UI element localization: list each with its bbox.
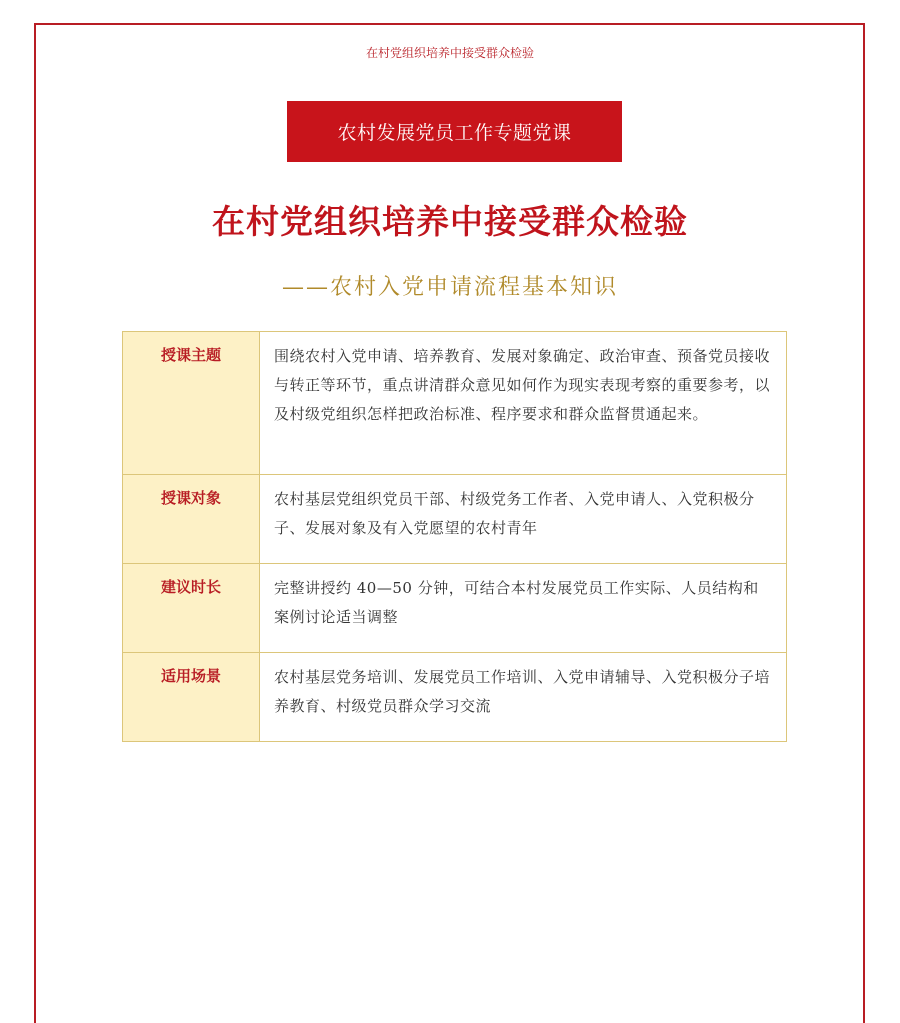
row-label-topic: 授课主题 [123, 332, 260, 475]
row-label-scenarios: 适用场景 [123, 653, 260, 742]
table-row [123, 564, 787, 653]
course-info-table [122, 331, 787, 742]
table-row [123, 653, 787, 742]
row-label-audience: 授课对象 [123, 475, 260, 564]
topic-banner [287, 101, 622, 162]
page-subtitle: ——农村入党申请流程基本知识 [281, 275, 618, 300]
row-content-audience: 农村基层党组织党员干部、村级党务工作者、入党申请人、入党积极分子、发展对象及有入党愿望的农村青年 [260, 475, 787, 564]
table-row [123, 475, 787, 564]
row-label-duration: 建议时长 [123, 564, 260, 653]
running-header: 在村党组织培养中接受群众检验 [365, 46, 534, 60]
row-content-topic: 围绕农村入党申请、培养教育、发展对象确定、政治审查、预备党员接收与转正等环节，重点讲清群众意见如何作为现实表现考察的重要参考，以及村级党组织怎样把政治标准、程序要求和群众监督贯通起来。 [260, 332, 787, 475]
row-content-duration: 完整讲授约 40—50 分钟，可结合本村发展党员工作实际、人员结构和案例讨论适当调整 [260, 564, 787, 653]
row-content-scenarios: 农村基层党务培训、发展党员工作培训、入党申请辅导、入党积极分子培养教育、村级党员群众学习交流 [260, 653, 787, 742]
table-row [123, 332, 787, 475]
page-title: 在村党组织培养中接受群众检验 [212, 202, 688, 241]
banner-label: 农村发展党员工作专题党课 [337, 122, 572, 144]
